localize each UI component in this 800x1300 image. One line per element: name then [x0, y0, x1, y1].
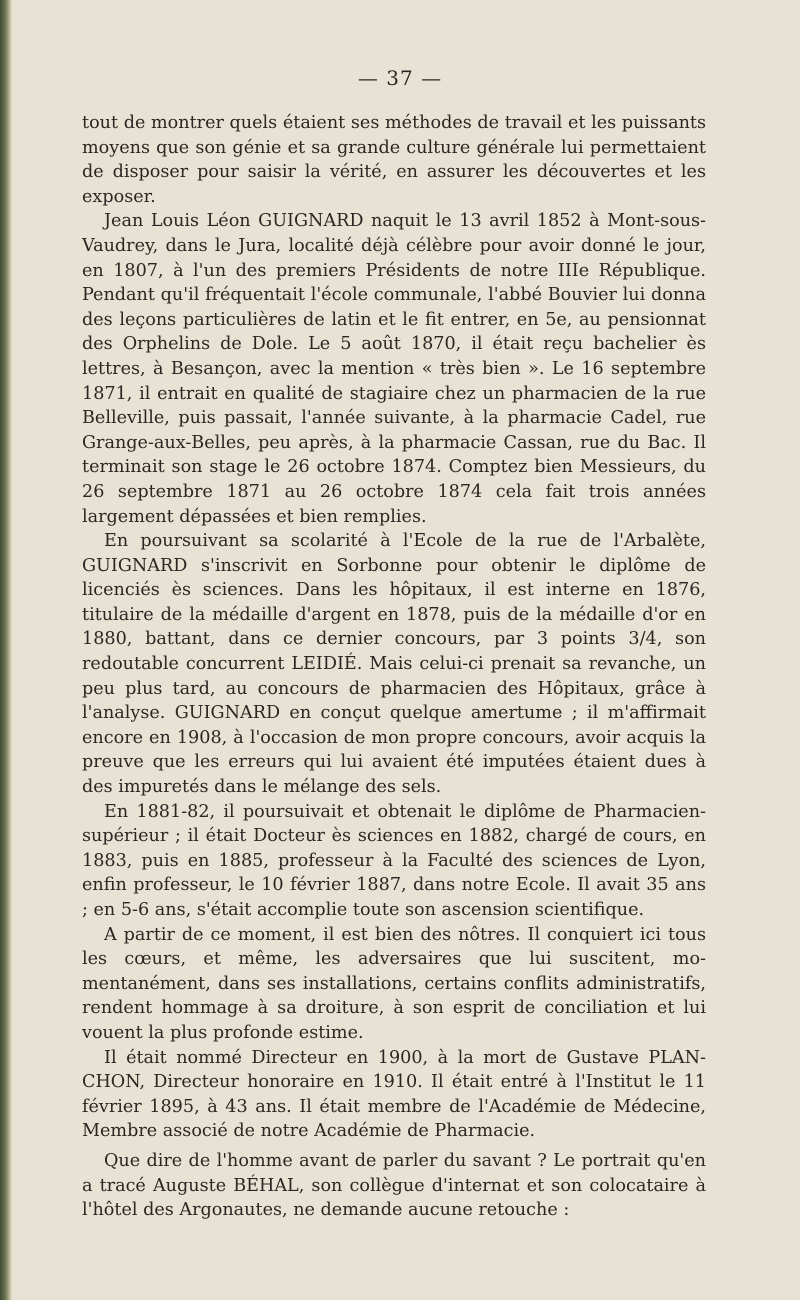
body-text	[82, 111, 706, 1223]
paragraph-3: En poursuivant sa scolarité à l'Ecole de la rue de l'Arbalète, GUIGNARD s'inscrivit en Sorbonne pour obtenir le diplôme de licenciés ès sciences. Dans les hôpitaux, il est interne en 1876, titulaire de la médaille d'argent en 1878, puis de la médaille d'or en 1880, battant, dans ce dernier concours, par 3 points 3/4, son redoutable concurrent LEIDIÉ. Mais celui-ci prenait sa revanche, un peu plus tard, au concours de pharmacien des Hôpitaux, grâce à l'analyse. GUIGNARD en conçut quelque amertume ; il m'affirmait encore en 1908, à l'occasion de mon propre concours, avoir acquis la preuve que les erreurs qui lui avaient été imputées étaient dues à des impuretés dans le mélange des sels.	[82, 531, 706, 798]
paragraph-1: tout de montrer quels étaient ses méthodes de travail et les puissants moyens que son génie et sa grande culture générale lui permettaient de disposer pour saisir la vérité, en assurer les découvertes et les exposer.	[82, 113, 706, 207]
paragraph-7: Que dire de l'homme avant de parler du savant ? Le portrait qu'en a tracé Auguste BÉHAL, son collègue d'internat et son colocataire à l'hôtel des Argonautes, ne demande aucune retouche :	[82, 1150, 706, 1221]
page-number: — 37 —	[357, 66, 443, 90]
paragraph-2: Jean Louis Léon GUIGNARD naquit le 13 avril 1852 à Mont-sous-Vaudrey, dans le Jura, localité déjà célèbre pour avoir donné le jour, en 1807, à l'un des premiers Présidents de notre IIIe République. Pendant qu'il fréquentait l'école communale, l'abbé Bouvier lui donna des leçons particulières de latin et le fit entrer, en 5e, au pensionnat des Orphelins de Dole. Le 5 août 1870, il était reçu bachelier ès lettres, à Besançon, avec la mention « très bien ». Le 16 septembre 1871, il entrait en qualité de stagiaire chez un pharmacien de la rue Belleville, puis passait, l'année suivante, à la pharmacie Cadel, rue Grange-aux-Belles, peu après, à la pharmacie Cassan, rue du Bac. Il terminait son stage le 26 octobre 1874. Comptez bien Messieurs, du 26 septembre 1871 au 26 octobre 1874 cela fait trois années largement dépassées et bien remplies.	[82, 211, 706, 527]
paragraph-6: Il était nommé Directeur en 1900, à la mort de Gustave PLANCHON, Directeur honoraire en 1910. Il était entré à l'Institut le 11 février 1895, à 43 ans. Il était membre de l'Académie de Médecine, Membre associé de notre Académie de Pharmacie.	[82, 1047, 706, 1142]
paragraph-4: En 1881-82, il poursuivait et obtenait le diplôme de Pharmacien-supérieur ; il était Docteur ès sciences en 1882, chargé de cours, en 1883, puis en 1885, professeur à la Faculté des sciences de Lyon, enfin professeur, le 10 février 1887, dans notre Ecole. Il avait 35 ans ; en 5-6 ans, s'était accomplie toute son ascension scientifique.	[82, 801, 706, 920]
paragraph-5: A partir de ce moment, il est bien des nôtres. Il conquiert ici tous les cœurs, et même, les adversaires que lui suscitent, momentanément, dans ses installations, certains conflits administratifs, rendent hommage à sa droiture, à son esprit de conciliation et lui vouent la plus profonde estime.	[82, 924, 706, 1043]
